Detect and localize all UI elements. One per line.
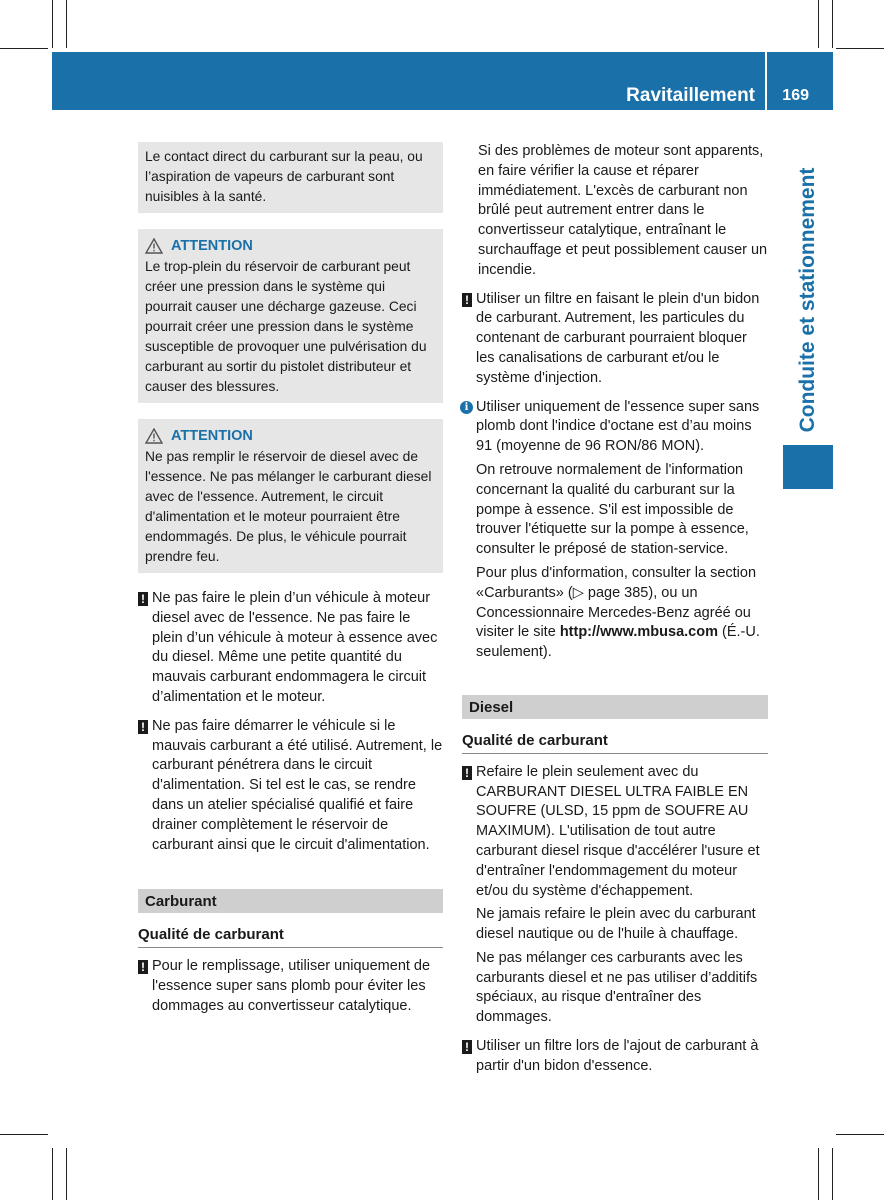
exclamation-icon: !: [462, 766, 472, 780]
crop-mark: [52, 1148, 53, 1200]
exclamation-icon: !: [462, 293, 472, 307]
page-number: 169: [782, 87, 809, 104]
caution-note: [462, 1037, 768, 1077]
caution-note: [138, 717, 443, 856]
warning-text: Le trop-plein du réservoir de carburant peut créer une pression dans le système qui pourrait causer une décharge gazeuse. Ceci pourrait créer une pression dans le système susceptible de provoquer une pulvérisation du carburant au sortir du pistolet distributeur et causer des blessures.: [145, 259, 427, 394]
caution-note: [462, 290, 768, 389]
caution-text: Ne pas mélanger ces carburants avec les carburants diesel et ne pas utiliser d’additifs spéciaux, au risque d'entraîner des dommages.: [476, 949, 758, 1026]
warning-triangle-icon: [145, 428, 163, 444]
warning-title: ATTENTION: [171, 428, 253, 444]
sub-heading: Qualité de carburant: [462, 731, 768, 754]
crop-mark: [0, 1134, 48, 1135]
section-title: Ravitaillement: [626, 85, 755, 106]
warning-box: [138, 419, 443, 573]
caution-note: [138, 957, 443, 1016]
info-text-part: (É.-U. seulement).: [476, 624, 760, 661]
warning-title: ATTENTION: [171, 238, 253, 254]
chapter-tab: [783, 160, 833, 440]
info-text: [476, 564, 768, 663]
crop-mark: [818, 0, 819, 48]
warning-box: [138, 229, 443, 403]
caution-text: Ne pas faire le plein d’un véhicule à moteur diesel avec de l'essence. Ne pas faire le plein d’un véhicule à moteur à essence avec du diesel. Même une petite quantité du mauvais carburant endommagera le circuit d’alimentation et le moteur.: [152, 590, 438, 705]
sub-heading: Qualité de carburant: [138, 925, 443, 948]
warning-header: [145, 236, 435, 256]
chapter-marker: [783, 445, 833, 489]
exclamation-icon: !: [138, 960, 148, 974]
exclamation-icon: !: [462, 1040, 472, 1054]
crop-mark: [836, 1134, 884, 1135]
crop-mark: [66, 0, 67, 48]
exclamation-icon: !: [138, 592, 148, 606]
caution-text: Utiliser un filtre lors de l'ajout de carburant à partir d'un bidon d'essence.: [476, 1038, 759, 1074]
caution-text: Pour le remplissage, utiliser uniquement de l'essence super sans plomb pour éviter les dommages au convertisseur catalytique.: [152, 958, 431, 1014]
warning-triangle-icon: [145, 238, 163, 254]
caution-text: Utiliser un filtre en faisant le plein d'un bidon de carburant. Autrement, les particules du contenant de carburant pourraient bloquer les canalisations de carburant et/ou le système d'injection.: [476, 290, 760, 386]
info-text: On retrouve normalement de l'information concernant la qualité du carburant sur la pompe à essence. S'il est impossible de trouver l'étiquette sur la pompe à essence, consulter le préposé de station-service.: [476, 461, 749, 558]
paragraph: Si des problèmes de moteur sont apparents, en faire vérifier la cause et réparer immédiatement. L'excès de carburant non brûlé peut autrement entrer dans le convertisseur catalytique, entraînant le surchauffage et peut possiblement causer un incendie.: [478, 143, 768, 278]
caution-text: Ne jamais refaire le plein avec du carburant diesel nautique ou de l'huile à chauffage.: [476, 906, 756, 943]
crop-mark: [52, 0, 53, 48]
info-text: Utiliser uniquement de l'essence super sans plomb dont l'indice d'octane est d’au moins 91 (moyenne de 96 RON/86 MON).: [476, 398, 760, 455]
warning-header: [145, 426, 435, 446]
info-note: [462, 398, 768, 663]
right-column: [462, 142, 768, 1086]
exclamation-icon: !: [138, 720, 148, 734]
website-link[interactable]: http://www.mbusa.com: [559, 624, 718, 641]
header-divider: [765, 52, 767, 110]
crop-mark: [832, 0, 833, 48]
crop-mark: [832, 1148, 833, 1200]
info-icon: i: [460, 401, 473, 414]
page-header: [52, 52, 833, 110]
caution-text: Ne pas faire démarrer le véhicule si le mauvais carburant a été utilisé. Autrement, le carburant pénétrera dans le circuit d'alimentation. Si tel est le cas, se rendre dans un atelier spécialisé qualifié et faire drainer complètement le réservoir de carburant ainsi que le circuit d'alimentation.: [152, 717, 443, 853]
crop-mark: [836, 48, 884, 49]
crop-mark: [818, 1148, 819, 1200]
chapter-tab-label: Conduite et stationnement: [796, 167, 819, 433]
warning-text: Ne pas remplir le réservoir de diesel avec de l'essence. Ne pas mélanger le carburant diesel avec de l'essence. Autrement, le circuit d'alimentation et le moteur pourraient être endommagés. De plus, le véhicule pourrait prendre feu.: [145, 449, 432, 564]
left-column: [138, 142, 443, 1026]
crop-mark: [66, 1148, 67, 1200]
health-note-box: [138, 142, 443, 213]
info-text-part: Pour plus d'information, consulter la section «Carburants» (▷ page 385), ou un Concessionnaire Mercedes-Benz agréé ou visiter le site: [476, 564, 757, 641]
section-heading: Diesel: [462, 695, 768, 719]
health-note-text: Le contact direct du carburant sur la peau, ou l’aspiration de vapeurs de carburant sont nuisibles à la santé.: [145, 149, 423, 204]
section-heading: Carburant: [138, 889, 443, 913]
crop-mark: [0, 48, 48, 49]
caution-text: Refaire le plein seulement avec du CARBURANT DIESEL ULTRA FAIBLE EN SOUFRE (ULSD, 15 ppm de SOUFRE AU MAXIMUM). L'utilisation de tout autre carburant diesel risque d'accélérer l'usure et d'entraîner l'endommagement du moteur et/ou du système d'échappement.: [476, 763, 760, 899]
caution-note: [462, 763, 768, 1028]
caution-note: [138, 589, 443, 708]
